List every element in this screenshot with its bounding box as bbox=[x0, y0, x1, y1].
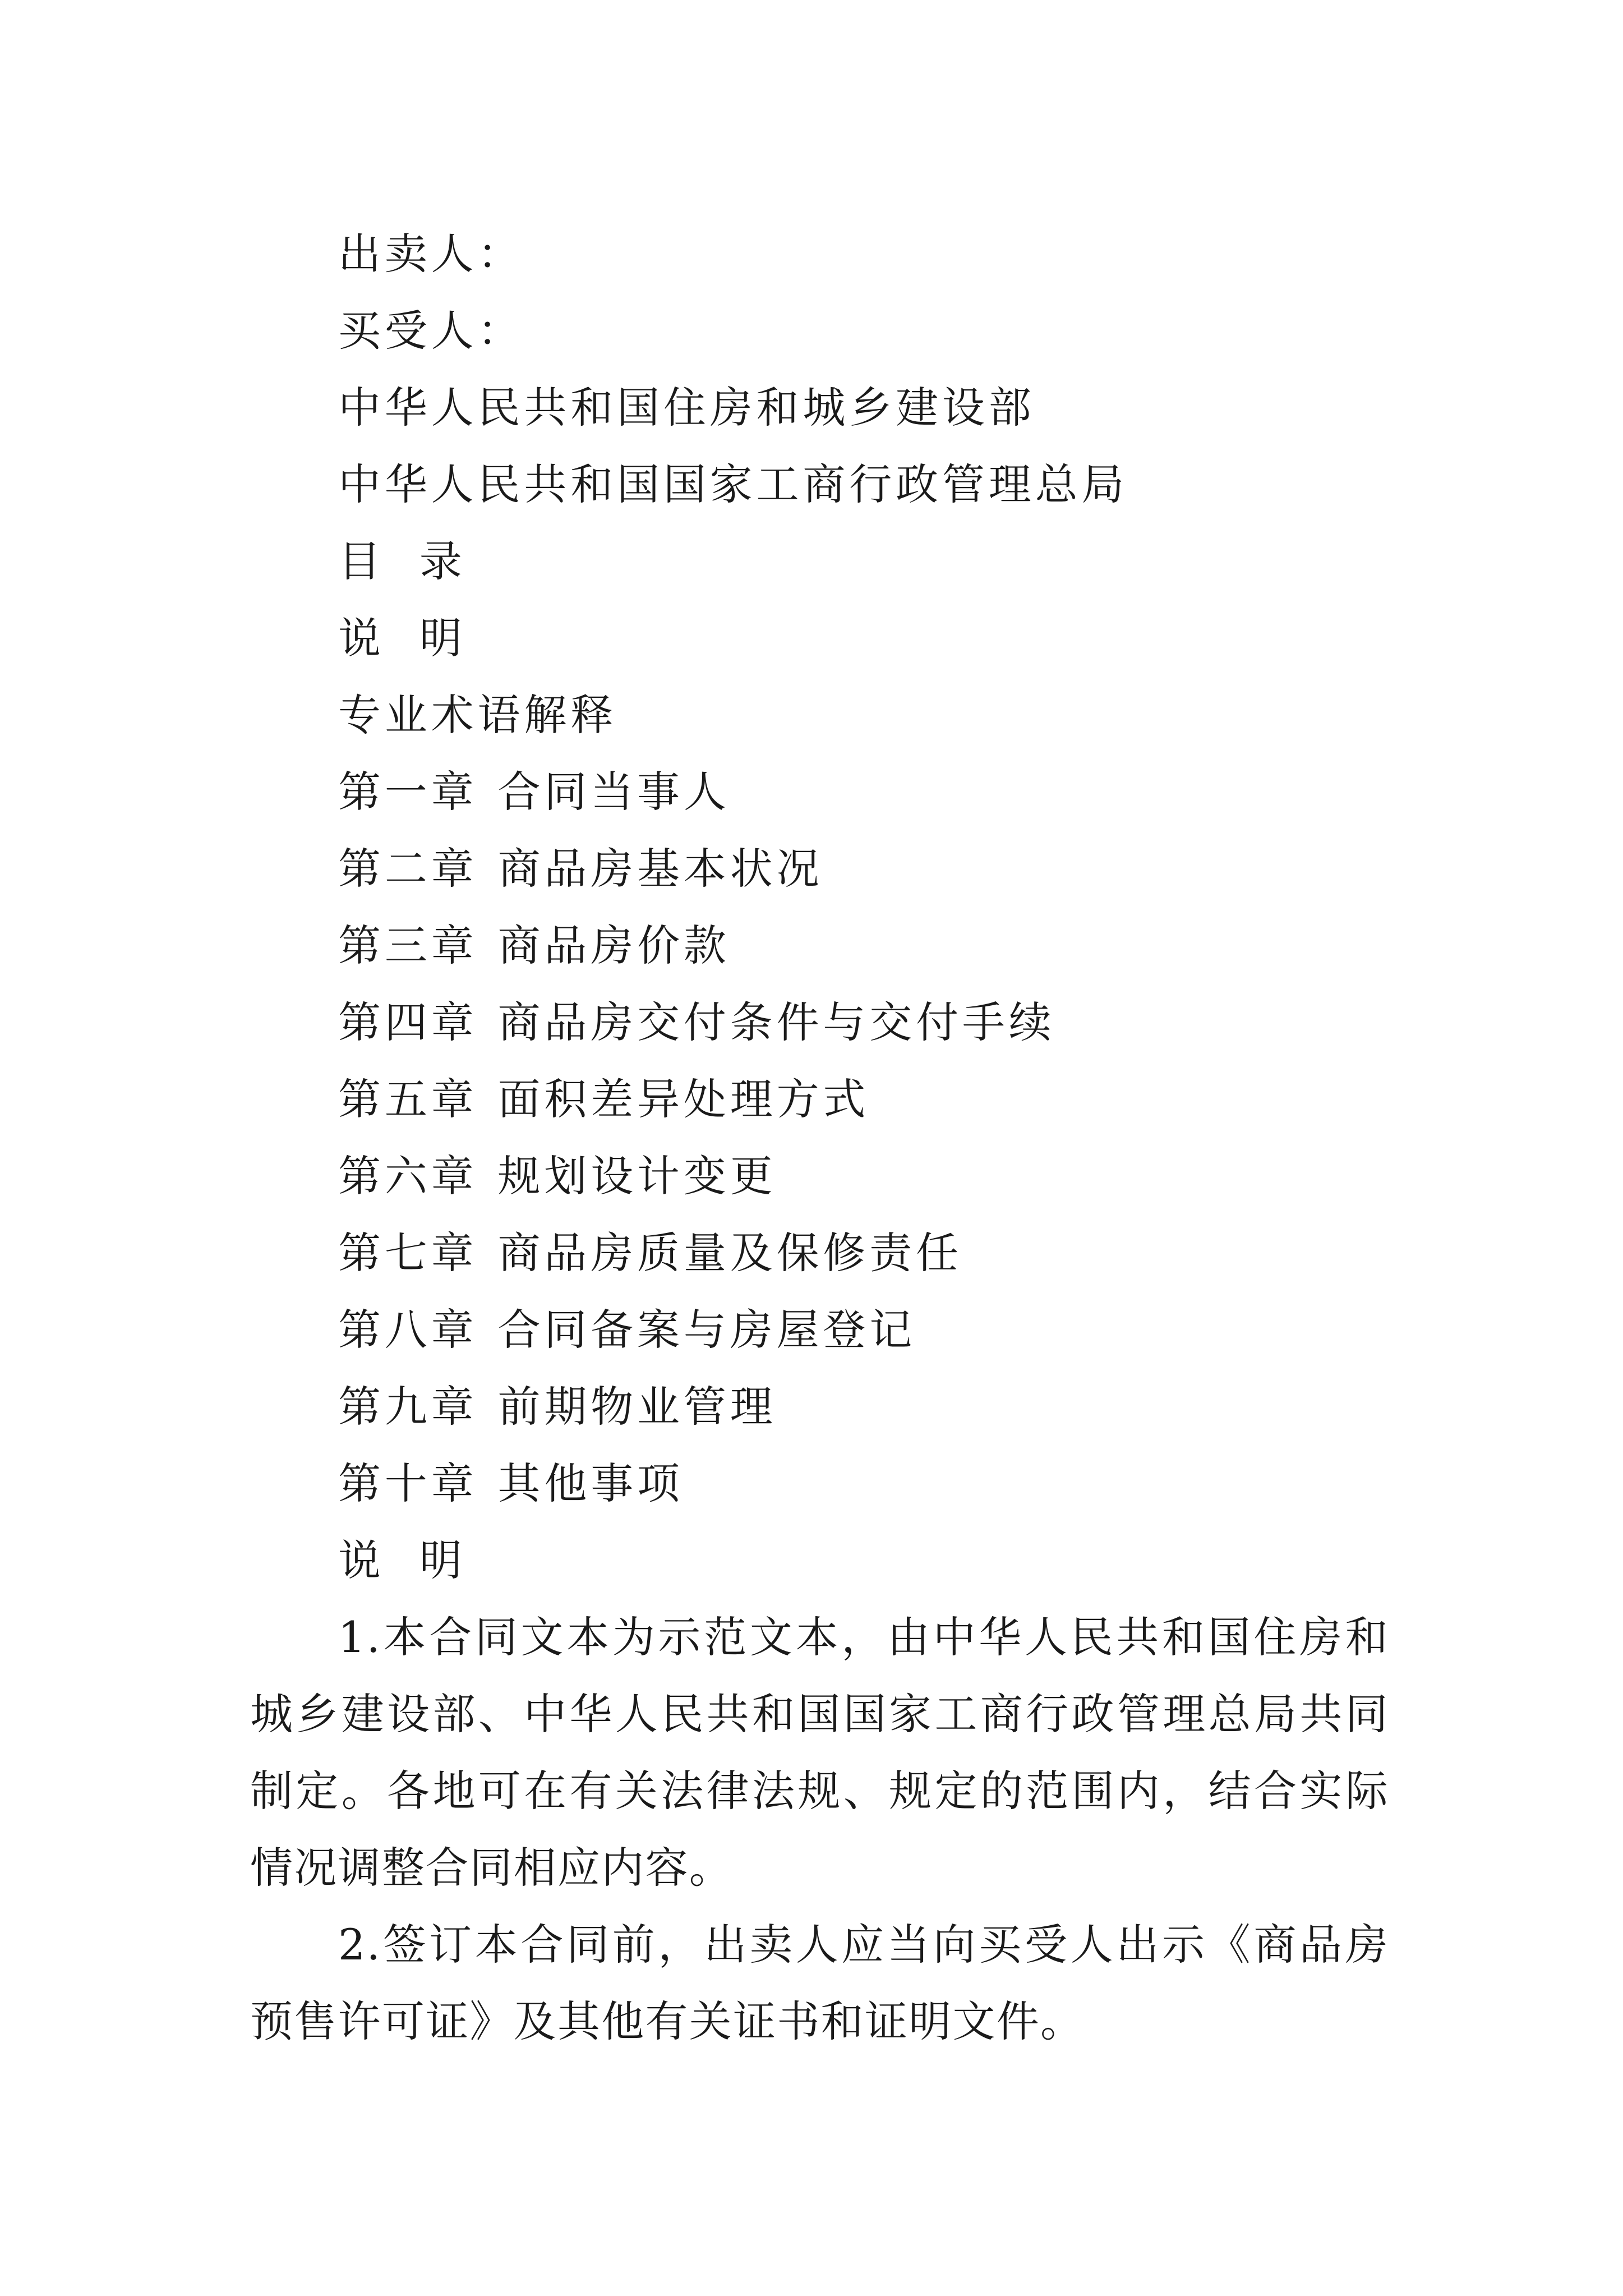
toc-title: 目 录 bbox=[338, 536, 466, 586]
toc-chapter bbox=[250, 907, 1389, 984]
chapter-title: 合同备案与房屋登记 bbox=[497, 1305, 916, 1355]
chapter-number: 第一章 bbox=[338, 767, 478, 817]
toc-chapter bbox=[250, 1368, 1389, 1445]
toc-entry-explanation: 说 明 bbox=[338, 613, 466, 663]
chapter-number: 第三章 bbox=[338, 921, 478, 970]
chapter-title: 其他事项 bbox=[497, 1458, 684, 1508]
issuer-ministry-housing: 中华人民共和国住房和城乡建设部 bbox=[338, 383, 1035, 432]
chapter-number: 第七章 bbox=[338, 1228, 478, 1278]
toc-chapter bbox=[250, 753, 1389, 830]
chapter-number: 第八章 bbox=[338, 1305, 478, 1355]
toc-chapter bbox=[250, 1061, 1389, 1138]
chapter-number: 第十章 bbox=[338, 1458, 478, 1508]
chapter-number: 第九章 bbox=[338, 1382, 478, 1432]
document-body bbox=[250, 215, 1389, 2060]
chapter-title: 规划设计变更 bbox=[497, 1151, 777, 1201]
chapter-number: 第五章 bbox=[338, 1074, 478, 1124]
toc-chapter bbox=[250, 1445, 1389, 1522]
chapter-title: 商品房质量及保修责任 bbox=[497, 1228, 962, 1278]
chapter-title: 商品房基本状况 bbox=[497, 844, 823, 894]
chapter-title: 商品房价款 bbox=[497, 921, 730, 970]
chapter-number: 第六章 bbox=[338, 1151, 478, 1201]
chapter-number: 第二章 bbox=[338, 844, 478, 894]
toc-chapter bbox=[250, 984, 1389, 1061]
toc-chapter bbox=[250, 1138, 1389, 1214]
chapter-number: 第四章 bbox=[338, 997, 478, 1047]
chapter-title: 面积差异处理方式 bbox=[497, 1074, 870, 1124]
chapter-title: 前期物业管理 bbox=[497, 1382, 777, 1432]
toc-chapter bbox=[250, 1214, 1389, 1291]
toc-chapter bbox=[250, 1291, 1389, 1368]
explanation-heading: 说 明 bbox=[338, 1535, 466, 1585]
explanation-paragraph: 2.签订本合同前，出卖人应当向买受人出示《商品房预售许可证》及其他有关证书和证明文件。 bbox=[250, 1920, 1389, 2046]
toc-entry-terms: 专业术语解释 bbox=[338, 690, 617, 740]
explanation-paragraph: 1.本合同文本为示范文本，由中华人民共和国住房和城乡建设部、中华人民共和国国家工商行政管理总局共同制定。各地可在有关法律法规、规定的范围内，结合实际情况调整合同相应内容。 bbox=[250, 1612, 1389, 1893]
chapter-title: 商品房交付条件与交付手续 bbox=[497, 997, 1055, 1047]
seller-label: 出卖人： bbox=[338, 229, 524, 279]
buyer-label: 买受人： bbox=[338, 306, 524, 356]
issuer-admin-industry-commerce: 中华人民共和国国家工商行政管理总局 bbox=[338, 459, 1128, 509]
toc-chapter bbox=[250, 830, 1389, 907]
chapter-title: 合同当事人 bbox=[497, 767, 730, 817]
